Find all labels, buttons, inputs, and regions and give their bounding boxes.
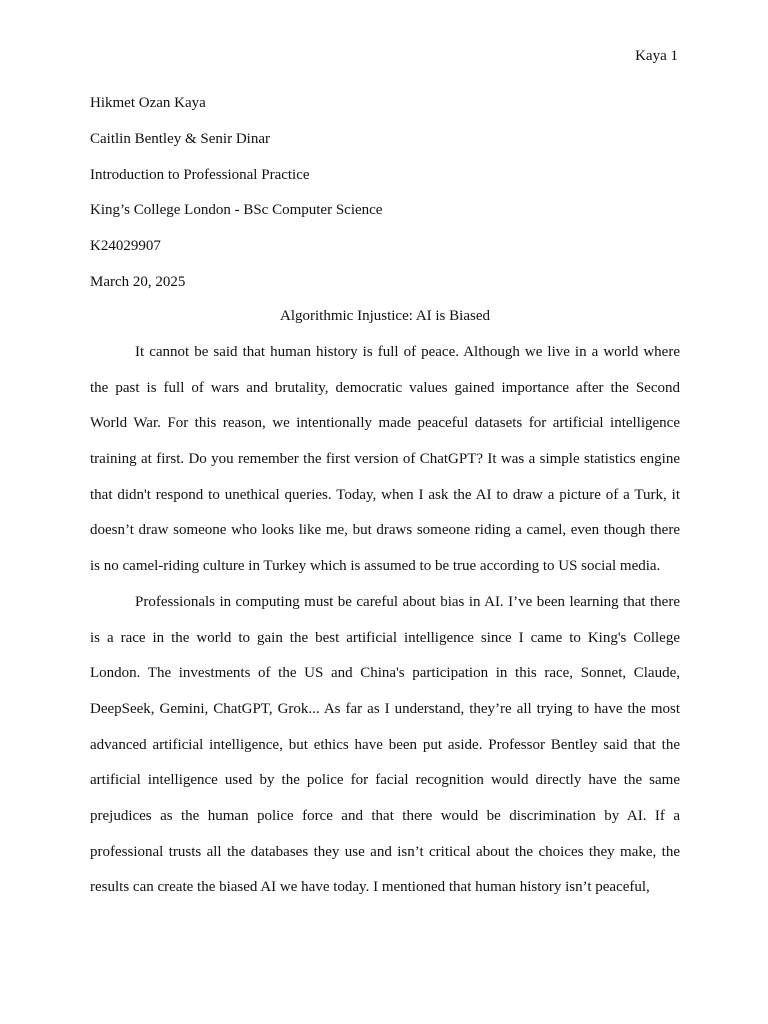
text-line: is a race in the world to gain the best artificial intelligence since I came to King's College	[90, 629, 680, 646]
text-line: London. The investments of the US and China's participation in this race, Sonnet, Claude,	[90, 665, 680, 682]
text-line: DeepSeek, Gemini, ChatGPT, Grok... As far as I understand, they’re all trying to have the most	[90, 700, 680, 717]
course-name: Introduction to Professional Practice	[90, 166, 310, 183]
paragraph-2	[90, 592, 680, 913]
text-line: that didn't respond to unethical queries. Today, when I ask the AI to draw a picture of a Turk, it	[90, 486, 680, 503]
body-text	[90, 342, 680, 913]
text-line: professional trusts all the databases they use and isn’t critical about the choices they make, the	[90, 843, 680, 860]
text-line: advanced artificial intelligence, but ethics have been put aside. Professor Bentley said that the	[90, 736, 680, 753]
page-header: Kaya 1	[635, 48, 678, 64]
instructor-names: Caitlin Bentley & Senir Dinar	[90, 130, 270, 147]
text-line: World War. For this reason, we intentionally made peaceful datasets for artificial intelligence	[90, 415, 680, 432]
institution-name: King’s College London - BSc Computer Science	[90, 202, 383, 219]
text-line: doesn’t draw someone who looks like me, but draws someone riding a camel, even though there	[90, 522, 680, 539]
text-line: results can create the biased AI we have today. I mentioned that human history isn’t peaceful,	[90, 879, 650, 896]
document-date: March 20, 2025	[90, 273, 186, 290]
text-line: the past is full of wars and brutality, democratic values gained importance after the Second	[90, 379, 680, 396]
text-line: Professionals in computing must be careful about bias in AI. I’ve been learning that there	[135, 593, 680, 610]
author-name: Hikmet Ozan Kaya	[90, 95, 206, 111]
paragraph-1	[90, 342, 680, 592]
text-line: is no camel-riding culture in Turkey which is assumed to be true according to US social media.	[90, 558, 661, 575]
document-title: Algorithmic Injustice: AI is Biased	[280, 308, 490, 324]
text-line: It cannot be said that human history is full of peace. Although we live in a world where	[135, 344, 680, 360]
text-line: prejudices as the human police force and that there would be discrimination by AI. If a	[90, 807, 680, 824]
text-line: artificial intelligence used by the police for facial recognition would directly have the same	[90, 772, 680, 789]
student-id: K24029907	[90, 238, 161, 255]
heading-block	[90, 93, 680, 308]
text-line: training at first. Do you remember the first version of ChatGPT? It was a simple statistics engine	[90, 451, 680, 468]
